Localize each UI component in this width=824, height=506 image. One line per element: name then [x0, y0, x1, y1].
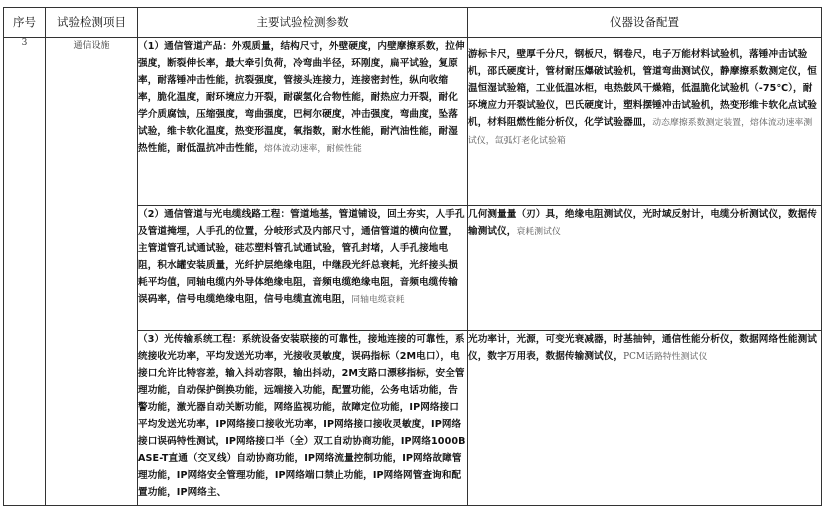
params-cell-1: [138, 38, 468, 206]
params-text-1: （1）通信管道产品：外观质量，结构尺寸，外壁硬度，内壁摩擦系数，拉伸强度，断裂伸长率，最大牵引负荷，冷弯曲半径，环刚度，扁平试验，复原率，耐落锤冲击性能，抗裂强度，管接头连接力，连接密封性，纵向收缩率，脆化温度，耐环境应力开裂，耐碳氢化合物性能，耐热应力开裂，耐化学介质腐蚀，压缩强度，弯曲强度，巴柯尔硬度，冲击强度，弯曲度，坠落试验，维卡软化温度，热变形温度，氧指数，耐水性能，耐汽油性能，耐湿热性能，耐低温抗冲击性能，: [138, 41, 465, 154]
params-text-2: （2）通信管道与光电缆线路工程：管道地基，管道铺设，回土夯实，人手孔及管道掩埋，人手孔的位置，分岐形式及内部尺寸，通信管道的横向位置，主管道管孔试通试验，硅芯塑料管孔试通试验，管孔封堵，人手孔接地电阻，积水罐安装质量，光纤护层绝缘电阻，中继段光纤总衰耗，光纤接头损耗平均值，同轴电缆内外导体绝缘电阻，音频电缆绝缘电阻，音频电缆传输误码率，信号电缆绝缘电阻，信号电缆直流电阻，: [138, 209, 465, 305]
equip-cell-1: [468, 38, 822, 206]
header-index: 序号: [4, 8, 46, 38]
params-text-1-light: 熔体流动速率，耐候性能: [264, 144, 362, 154]
equip-cell-2: [468, 206, 822, 331]
row-index: 3: [4, 38, 46, 506]
header-test-item: 试验检测项目: [46, 8, 138, 38]
params-cell-3: [138, 331, 468, 506]
equip-text-2: 几何测量量（刃）具，绝缘电阻测试仪，光时域反射计，电缆分析测试仪，数据传输测试仪，: [468, 209, 817, 237]
header-equipment: 仪器设备配置: [468, 8, 822, 38]
params-text-2-light: 同轴电缆衰耗: [351, 295, 405, 305]
table-header-row: [4, 8, 822, 38]
equip-cell-3: [468, 331, 822, 506]
test-parameters-table: [3, 7, 822, 506]
params-cell-2: [138, 206, 468, 331]
params-text-3: （3）光传输系统工程：系统设备安装联接的可靠性，接地连接的可靠性，系统接收光功率，平均发送光功率，光接收灵敏度，误码指标（2M电口），电接口允许比特容差，输入抖动容限，输出抖动，2M支路口漂移指标，安全管理功能，自动保护倒换功能，远端接入功能，配置功能，公务电话功能，告警功能，激光器自动关断功能，网络监视功能，故障定位功能，IP网络接口平均发送光功率，IP网络接口接收光功率，IP网络接口接收灵敏度，IP网络接口误码特性测试，IP网络接口半（全）双工自动协商功能，IP网络1000BASE-T直通（交叉线）自动协商功能，IP网络流量控制功能，IP网络故障管理功能，IP网络安全管理功能，IP网络端口禁止功能，IP网络网管查询和配置功能，IP网络主、: [138, 334, 466, 498]
header-parameters: 主要试验检测参数: [138, 8, 468, 38]
equip-text-1-light: 动态摩擦系数测定装置，熔体流动速率测试仪，氙弧灯老化试验箱: [468, 118, 813, 146]
equip-text-3: 光功率计，光源，可变光衰减器，时基抽钟，通信性能分析仪，数据网络性能测试仪，数字万用表，数据传输测试仪，: [468, 334, 817, 362]
equip-text-2-light: 衰耗测试仪: [516, 227, 561, 237]
equip-text-1: 游标卡尺，壁厚千分尺，钢板尺，钢卷尺，电子万能材料试验机，落锤冲击试验机，邵氏硬度计，管材耐压爆破试验机，管道弯曲测试仪，静摩擦系数测定仪，恒温恒湿试验箱，工业低温冰柜，电热鼓风干燥箱，低温脆化试验机（-75℃），耐环境应力开裂试验仪，巴氏硬度计，塑料摆锤冲击试验机，热变形维卡软化点试验机，材料阻燃性能分析仪，化学试验器皿，: [468, 49, 817, 128]
table-row: [4, 38, 822, 206]
equip-text-3-light: PCM话路特性测试仪: [623, 352, 708, 362]
row-test-item: 通信设施: [46, 38, 138, 506]
